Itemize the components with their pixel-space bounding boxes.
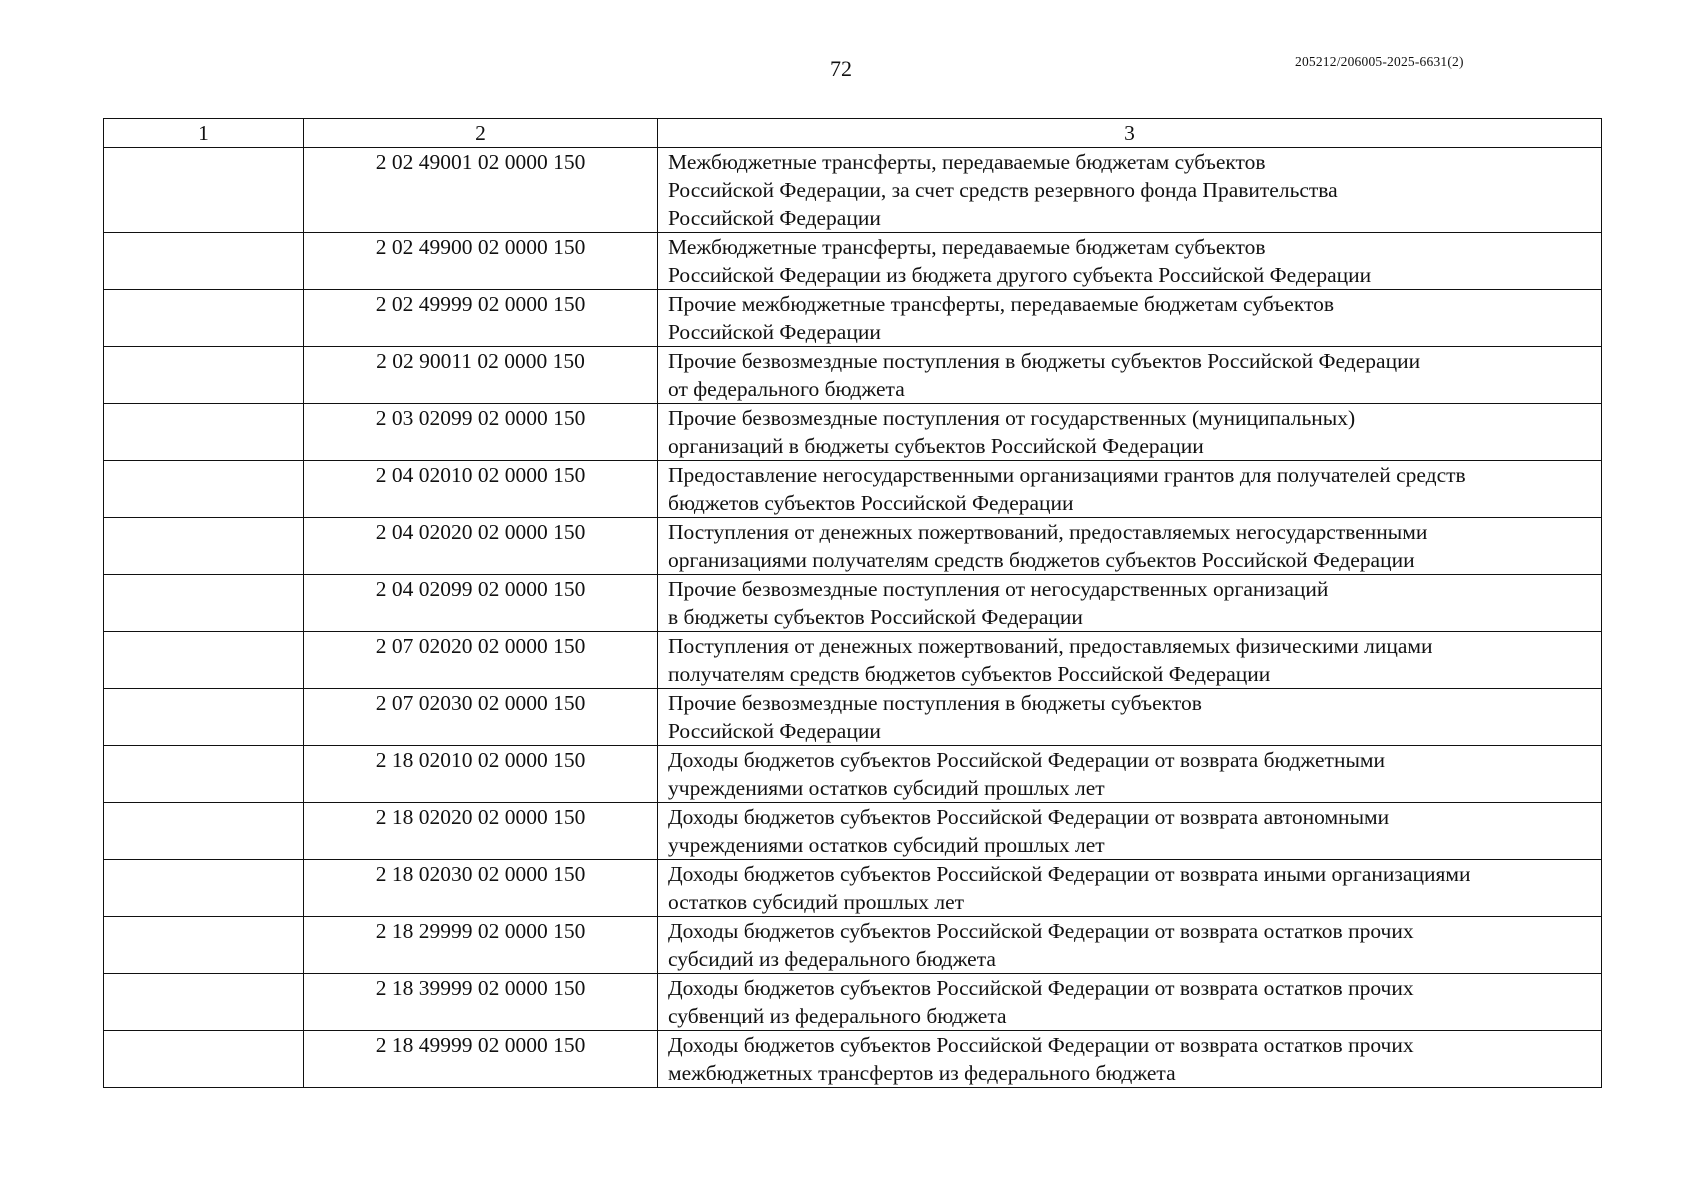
column-1-cell <box>104 803 304 860</box>
description-line: учреждениями остатков субсидий прошлых лет <box>668 833 1105 857</box>
description-cell <box>658 917 1602 974</box>
description-line: Прочие безвозмездные поступления в бюджеты субъектов Российской Федерации <box>668 349 1421 373</box>
budget-code-cell: 2 18 02010 02 0000 150 <box>304 746 658 803</box>
budget-code-cell: 2 07 02020 02 0000 150 <box>304 632 658 689</box>
column-1-cell <box>104 917 304 974</box>
table-row <box>104 347 1602 404</box>
table-row <box>104 575 1602 632</box>
column-1-cell <box>104 860 304 917</box>
budget-code-cell: 2 18 02030 02 0000 150 <box>304 860 658 917</box>
description-cell <box>658 803 1602 860</box>
column-1-cell <box>104 746 304 803</box>
description-cell <box>658 689 1602 746</box>
table-row <box>104 148 1602 233</box>
description-line: субсидий из федерального бюджета <box>668 947 996 971</box>
column-1-cell <box>104 632 304 689</box>
budget-code-cell: 2 04 02010 02 0000 150 <box>304 461 658 518</box>
table-row <box>104 974 1602 1031</box>
table-row <box>104 689 1602 746</box>
budget-code-cell: 2 03 02099 02 0000 150 <box>304 404 658 461</box>
table-row <box>104 803 1602 860</box>
page-number: 72 <box>830 56 852 81</box>
column-1-cell <box>104 575 304 632</box>
description-line: Предоставление негосударственными организациями грантов для получателей средств <box>668 463 1466 487</box>
description-line: Межбюджетные трансферты, передаваемые бюджетам субъектов <box>668 150 1266 174</box>
description-cell <box>658 746 1602 803</box>
description-line: бюджетов субъектов Российской Федерации <box>668 491 1074 515</box>
table-row <box>104 404 1602 461</box>
column-1-cell <box>104 689 304 746</box>
column-1-cell <box>104 233 304 290</box>
budget-code-cell: 2 02 49900 02 0000 150 <box>304 233 658 290</box>
table-row <box>104 290 1602 347</box>
column-1-cell <box>104 347 304 404</box>
description-line: Поступления от денежных пожертвований, предоставляемых негосударственными <box>668 520 1428 544</box>
description-cell <box>658 347 1602 404</box>
column-header-2: 2 <box>304 119 658 148</box>
revenue-codes-table <box>103 118 1602 1088</box>
description-cell <box>658 148 1602 233</box>
description-line: Доходы бюджетов субъектов Российской Федерации от возврата остатков прочих <box>668 1033 1414 1057</box>
description-line: Прочие межбюджетные трансферты, передаваемые бюджетам субъектов <box>668 292 1335 316</box>
budget-code-cell: 2 07 02030 02 0000 150 <box>304 689 658 746</box>
table-row <box>104 746 1602 803</box>
description-line: Прочие безвозмездные поступления от негосударственных организаций <box>668 577 1329 601</box>
description-line: Доходы бюджетов субъектов Российской Федерации от возврата остатков прочих <box>668 919 1414 943</box>
column-1-cell <box>104 974 304 1031</box>
description-line: Российской Федерации <box>668 320 881 344</box>
description-line: остатков субсидий прошлых лет <box>668 890 965 914</box>
budget-code-cell: 2 02 90011 02 0000 150 <box>304 347 658 404</box>
table-row <box>104 917 1602 974</box>
description-line: межбюджетных трансфертов из федерального бюджета <box>668 1061 1176 1085</box>
table-body <box>104 148 1602 1088</box>
table-row <box>104 461 1602 518</box>
description-cell <box>658 632 1602 689</box>
description-line: Российской Федерации <box>668 206 881 230</box>
table-header <box>104 119 1602 148</box>
description-line: Доходы бюджетов субъектов Российской Федерации от возврата остатков прочих <box>668 976 1414 1000</box>
description-line: получателям средств бюджетов субъектов Российской Федерации <box>668 662 1271 686</box>
description-line: Российской Федерации из бюджета другого субъекта Российской Федерации <box>668 263 1372 287</box>
description-cell <box>658 1031 1602 1088</box>
budget-code-cell: 2 18 39999 02 0000 150 <box>304 974 658 1031</box>
table-row <box>104 1031 1602 1088</box>
description-line: Доходы бюджетов субъектов Российской Федерации от возврата иными организациями <box>668 862 1471 886</box>
table-header-row <box>104 119 1602 148</box>
table-row <box>104 518 1602 575</box>
table-row <box>104 233 1602 290</box>
description-line: Российской Федерации, за счет средств резервного фонда Правительства <box>668 178 1338 202</box>
description-line: учреждениями остатков субсидий прошлых лет <box>668 776 1105 800</box>
budget-code-cell: 2 04 02020 02 0000 150 <box>304 518 658 575</box>
column-1-cell <box>104 518 304 575</box>
description-cell <box>658 974 1602 1031</box>
column-1-cell <box>104 148 304 233</box>
budget-code-cell: 2 18 49999 02 0000 150 <box>304 1031 658 1088</box>
column-1-cell <box>104 290 304 347</box>
description-line: Прочие безвозмездные поступления от государственных (муниципальных) <box>668 406 1356 430</box>
budget-code-cell: 2 02 49001 02 0000 150 <box>304 148 658 233</box>
description-cell <box>658 575 1602 632</box>
description-cell <box>658 290 1602 347</box>
column-header-1: 1 <box>104 119 304 148</box>
description-line: в бюджеты субъектов Российской Федерации <box>668 605 1083 629</box>
budget-code-cell: 2 18 29999 02 0000 150 <box>304 917 658 974</box>
description-line: организациями получателям средств бюджетов субъектов Российской Федерации <box>668 548 1415 572</box>
description-line: Доходы бюджетов субъектов Российской Федерации от возврата автономными <box>668 805 1390 829</box>
description-line: Прочие безвозмездные поступления в бюджеты субъектов <box>668 691 1202 715</box>
description-line: от федерального бюджета <box>668 377 905 401</box>
table-row <box>104 860 1602 917</box>
description-line: Российской Федерации <box>668 719 881 743</box>
column-1-cell <box>104 1031 304 1088</box>
description-cell <box>658 233 1602 290</box>
description-cell <box>658 461 1602 518</box>
description-line: Поступления от денежных пожертвований, предоставляемых физическими лицами <box>668 634 1433 658</box>
description-cell <box>658 404 1602 461</box>
column-1-cell <box>104 461 304 518</box>
description-line: Доходы бюджетов субъектов Российской Федерации от возврата бюджетными <box>668 748 1386 772</box>
budget-code-cell: 2 04 02099 02 0000 150 <box>304 575 658 632</box>
budget-code-cell: 2 18 02020 02 0000 150 <box>304 803 658 860</box>
description-line: субвенций из федерального бюджета <box>668 1004 1007 1028</box>
table-row <box>104 632 1602 689</box>
description-cell <box>658 860 1602 917</box>
column-header-3: 3 <box>658 119 1602 148</box>
description-line: организаций в бюджеты субъектов Российской Федерации <box>668 434 1204 458</box>
description-line: Межбюджетные трансферты, передаваемые бюджетам субъектов <box>668 235 1266 259</box>
description-cell <box>658 518 1602 575</box>
document-code: 205212/206005-2025-6631(2) <box>1295 54 1464 69</box>
column-1-cell <box>104 404 304 461</box>
budget-code-cell: 2 02 49999 02 0000 150 <box>304 290 658 347</box>
